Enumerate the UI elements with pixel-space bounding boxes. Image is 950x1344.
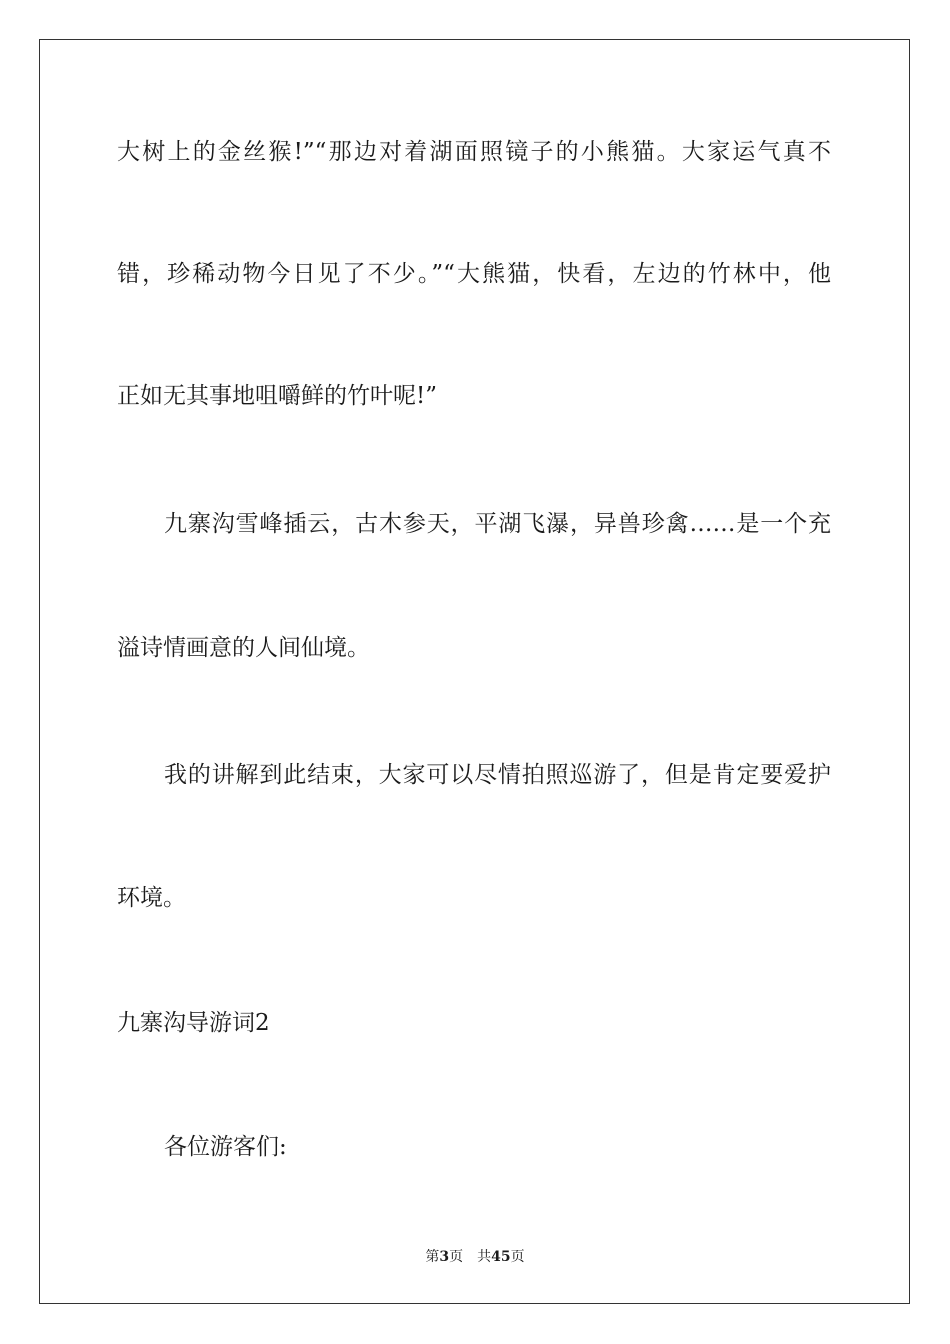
total-prefix: 共: [477, 1249, 492, 1265]
page-prefix: 第: [425, 1249, 440, 1265]
body-line: 我的讲解到此结束，大家可以尽情拍照巡游了，但是肯定要爱护: [164, 762, 831, 788]
body-line: 各位游客们:: [164, 1134, 287, 1160]
body-line: 九寨沟雪峰插云，古木参天，平湖飞瀑，异兽珍禽……是一个充: [164, 511, 831, 537]
body-line: 溢诗情画意的人间仙境。: [117, 635, 370, 661]
body-line: 错，珍稀动物今日见了不少。”“大熊猫，快看，左边的竹林中，他: [117, 261, 831, 287]
page-frame: [39, 39, 910, 1304]
total-suffix: 页: [510, 1249, 525, 1265]
page-footer: [0, 1247, 950, 1267]
section-heading: 九寨沟导游词2: [117, 1010, 270, 1036]
page-current: 3: [439, 1249, 450, 1265]
body-line: 大树上的金丝猴!”“那边对着湖面照镜子的小熊猫。大家运气真不: [117, 139, 831, 165]
body-line: 正如无其事地咀嚼鲜的竹叶呢!”: [117, 383, 438, 409]
page-suffix: 页: [449, 1249, 464, 1265]
page-total: 45: [491, 1249, 511, 1265]
body-line: 环境。: [117, 885, 186, 911]
